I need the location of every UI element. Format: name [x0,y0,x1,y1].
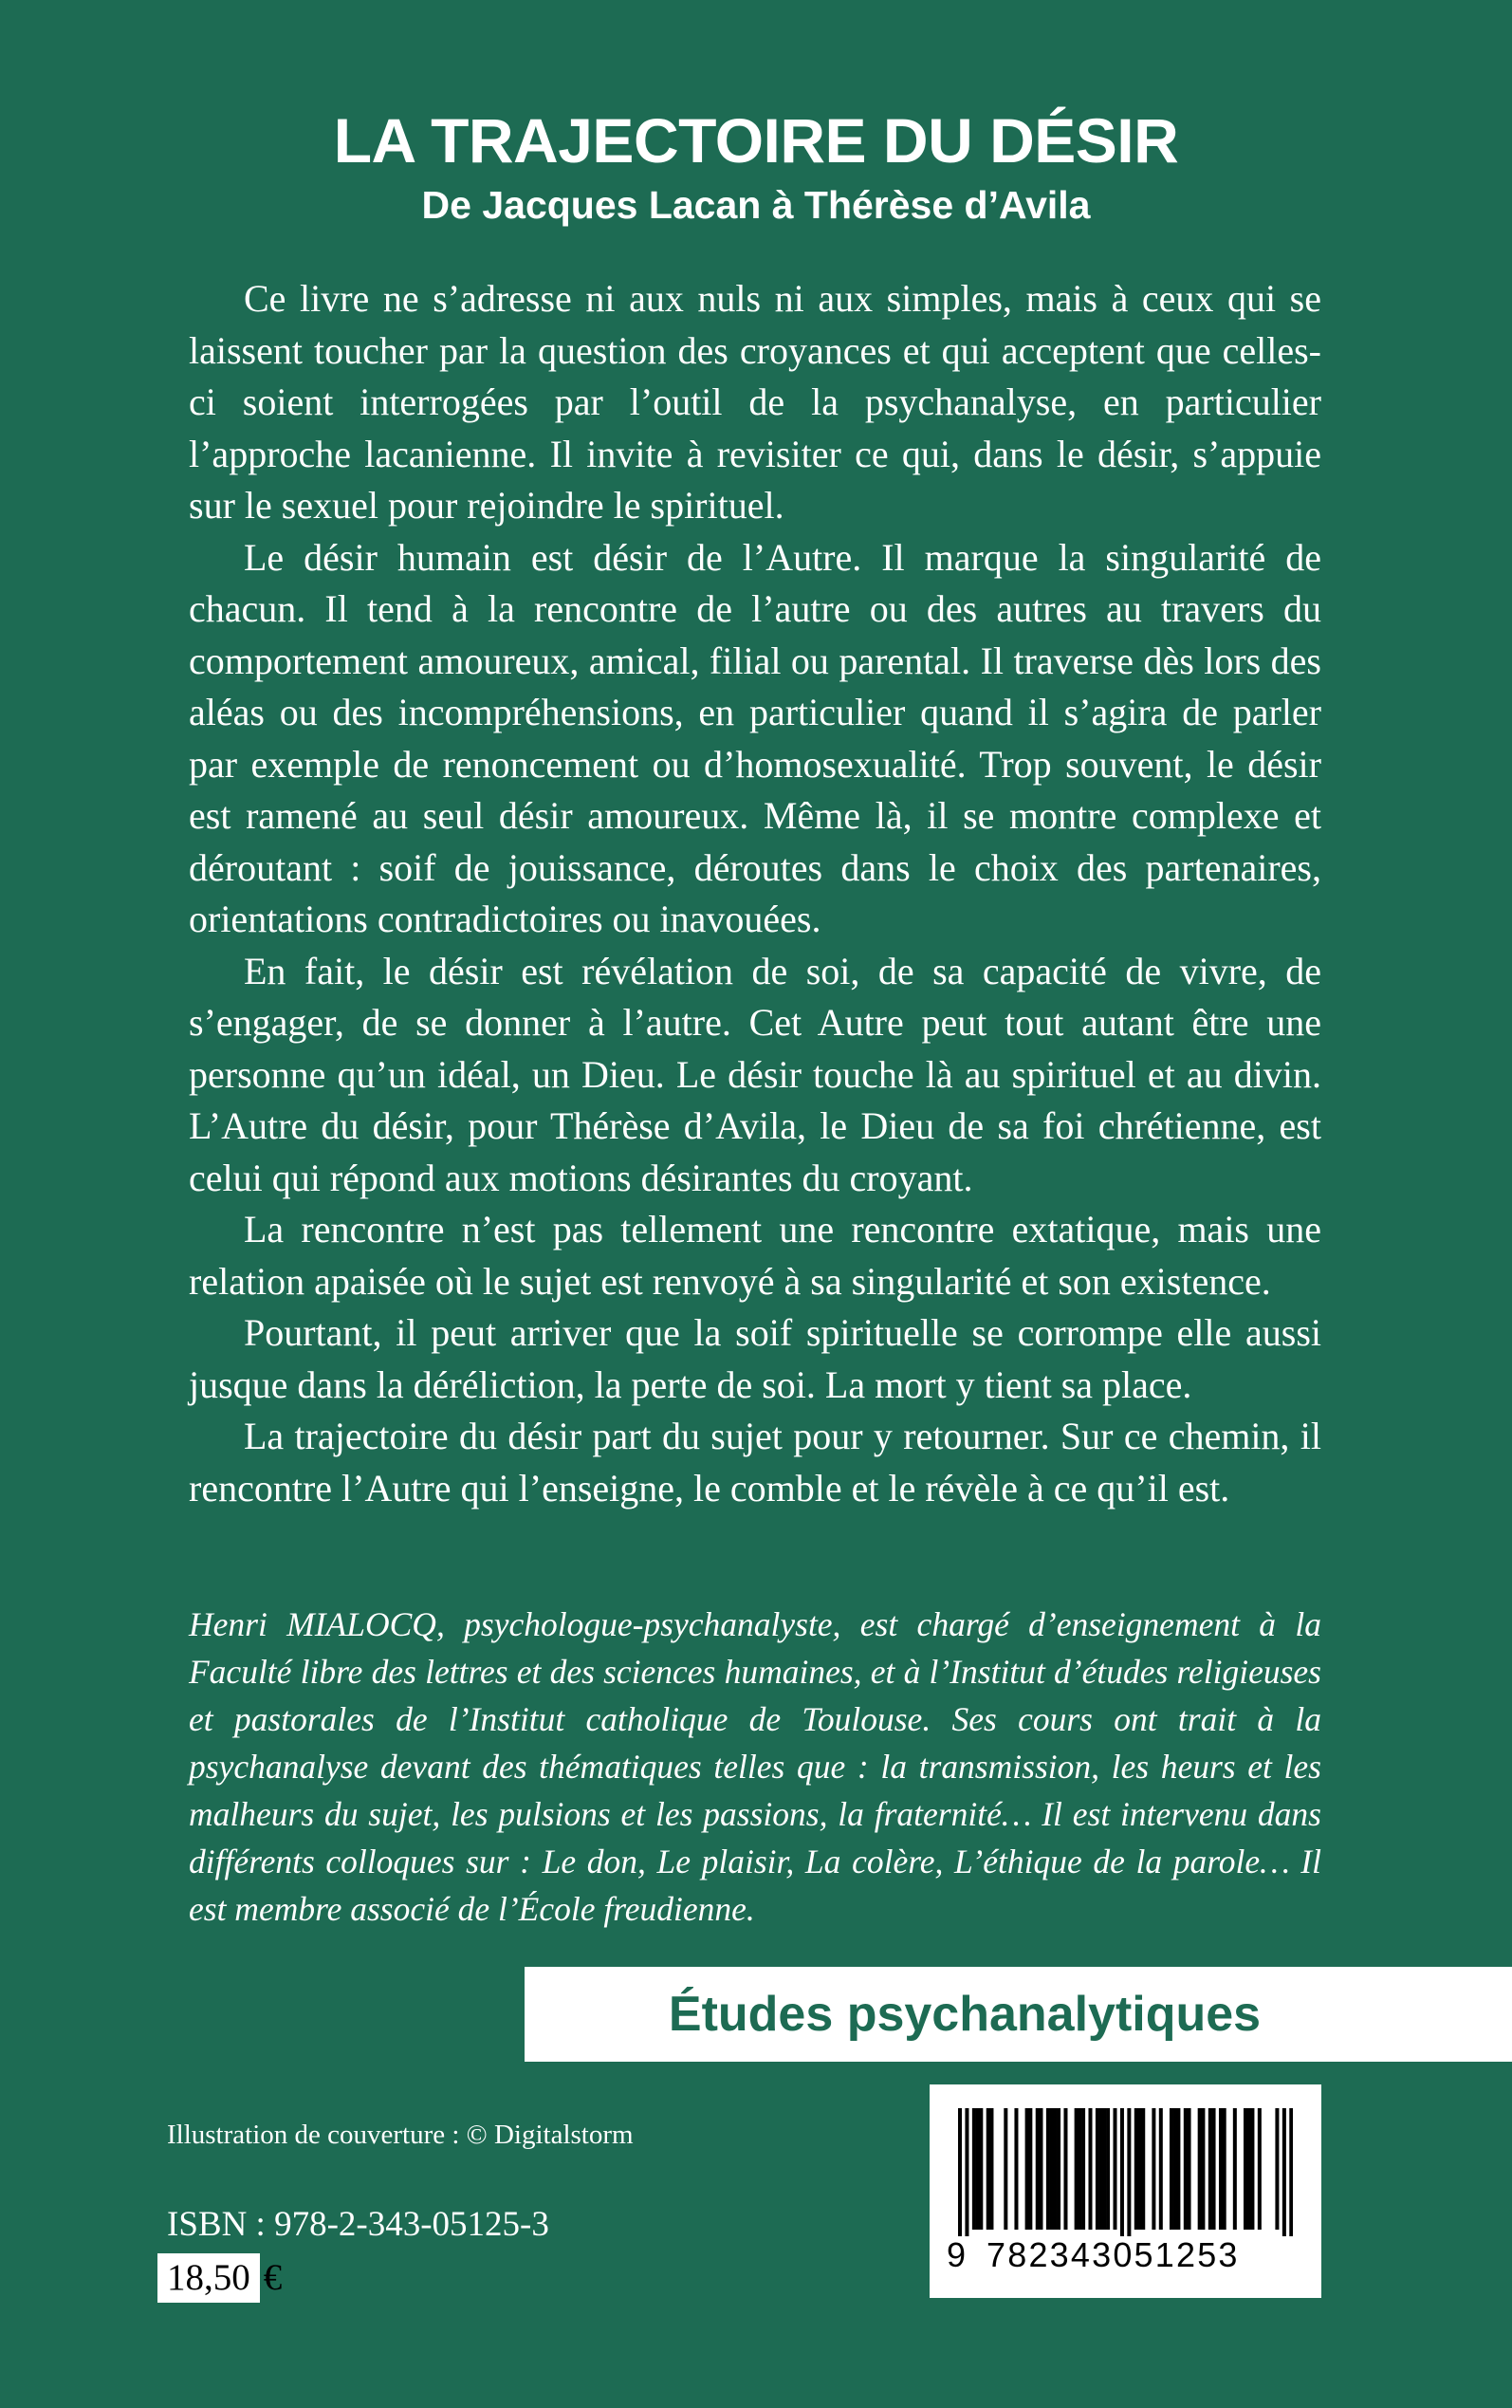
barcode-bar [1184,2108,1188,2230]
barcode-bar [1036,2108,1040,2230]
barcode-bar [1120,2108,1124,2236]
barcode-bar [1247,2108,1251,2230]
isbn-text: ISBN : 978-2-343-05125-3 [167,2205,549,2244]
blurb-paragraph: La trajectoire du désir part du sujet pour y retourner. Sur ce chemin, il rencontre l’Autre qui l’enseigne, le comble et le révèle à ce qu’il est. [189,1415,1321,1510]
barcode-bar [1050,2108,1054,2230]
barcode-bar [1141,2108,1145,2230]
barcode-bar [1004,2108,1007,2230]
barcode-bar [1025,2108,1029,2230]
book-subtitle: De Jacques Lacan à Thérèse d’Avila [421,183,1091,227]
price-amount: 18,50 [157,2253,260,2303]
barcode-bar [1250,2108,1254,2230]
barcode-bar [1138,2108,1142,2230]
barcode-bar [958,2108,962,2236]
barcode-bar [1099,2108,1103,2230]
barcode-bar [1075,2108,1079,2230]
author-bio: Henri MIALOCQ, psychologue-psychanalyste, est chargé d’enseignement à la Faculté libre des lettres et des sciences humaines, et à l’Institut d’études religieuses et pastorales de l’Institut catholique de Toulouse. Ses cours ont trait à la psychanalyse devant des thématiques telles que : la transmission, les heurs et les malheurs du sujet, les pulsions et les passions, la fraternité… Il est intervenu dans différents colloques sur : Le don, Le plaisir, La colère, L’éthique de la parole… Il est membre associé de l’École freudienne. [189,1605,1321,1928]
barcode-bar [1208,2108,1212,2230]
barcode-bar [1063,2108,1067,2230]
blurb-paragraph: Le désir humain est désir de l’Autre. Il marque la singularité de chacun. Il tend à la rencontre de l’autre ou des autres au travers du comportement amoureux, amical, filial ou parental. Il traverse dès lors des aléas ou des incompréhensions, en particulier quand il s’agira de parler par exemple de renoncement ou d’homosexualité. Trop souvent, le désir est ramené au seul désir amoureux. Même là, il se montre complexe et déroutant : soif de jouissance, déroutes dans le choix des partenaires, orientations contradictoires ou inavouées. [189,535,1321,940]
blurb-paragraph: Pourtant, il peut arriver que la soif spirituelle se corrompe elle aussi jusque dans la déréliction, la perte de soi. La mort y tient sa place. [189,1311,1321,1406]
barcode-bar [976,2108,980,2230]
barcode-bar [965,2108,968,2236]
barcode-icon [958,2108,1293,2236]
series-band [525,1967,1512,2062]
barcode-bar [1212,2108,1216,2230]
barcode-bar [1102,2108,1106,2230]
barcode-bar [1039,2108,1042,2230]
barcode-bar [1134,2108,1138,2230]
barcode-bar [1198,2108,1202,2230]
barcode-bar [1201,2108,1205,2230]
illustration-credit: Illustration de couverture : © Digitalstorm [167,2120,634,2150]
barcode-bar [1078,2108,1081,2230]
back-cover-blurb [189,273,1321,1514]
barcode-bar [1233,2108,1237,2230]
barcode-bar [1282,2108,1286,2236]
barcode-bar [1106,2108,1110,2230]
barcode-bar [1170,2108,1173,2230]
barcode-bar [1057,2108,1060,2230]
barcode-bar [1275,2108,1279,2230]
blurb-paragraph: En fait, le désir est révélation de soi, de sa capacité de vivre, de s’engager, de se donner à l’autre. Cet Autre peut tout autant être une personne qu’un idéal, un Dieu. Le désir touche là au spirituel et au divin. L’Autre du désir, pour Thérèse d’Avila, le Dieu de sa foi chrétienne, est celui qui répond aux motions désirantes du croyant. [189,949,1321,1199]
barcode-bar [1173,2108,1177,2230]
barcode-bar [1176,2108,1180,2230]
barcode-bar [1219,2108,1223,2230]
price-currency: € [263,2257,283,2298]
series-name: Études psychanalytiques [668,1987,1262,2042]
barcode-bar [979,2108,983,2230]
blurb-paragraph: Ce livre ne s’adresse ni aux nuls ni aux simples, mais à ceux qui se laissent toucher par la question des croyances et qui acceptent que celles-ci soient interrogées par l’outil de la psychanalyse, en particulier l’approche lacanienne. Il invite à revisiter ce qui, dans le désir, s’appuie sur le sexuel pour rejoindre le spirituel. [189,277,1321,527]
blurb-paragraph: La rencontre n’est pas tellement une rencontre extatique, mais une relation apaisée où le sujet est renvoyé à sa singularité et son existence. [189,1208,1321,1303]
barcode-bar [1014,2108,1018,2230]
book-title: LA TRAJECTOIRE DU DÉSIR [333,105,1179,176]
barcode-bar [1258,2108,1262,2230]
barcode-bar [1244,2108,1247,2230]
barcode-bar [1159,2108,1163,2230]
barcode-bar [1223,2108,1226,2230]
barcode-bar [1188,2108,1191,2230]
price [157,2253,282,2303]
barcode [930,2084,1321,2298]
barcode-bar [1081,2108,1085,2230]
barcode-bar [1127,2108,1131,2236]
barcode-bar [1096,2108,1099,2230]
barcode-number [947,2236,1312,2274]
barcode-bar [1053,2108,1057,2230]
barcode-bar [1289,2108,1293,2236]
barcode-bar [1028,2108,1032,2230]
barcode-digits: 782343051253 [986,2235,1240,2274]
barcode-bar [1113,2108,1116,2230]
barcode-bar [1152,2108,1155,2230]
barcode-bar [972,2108,976,2230]
barcode-bar [986,2108,990,2230]
barcode-bar [1088,2108,1092,2230]
barcode-bar [1046,2108,1050,2230]
barcode-first-digit: 9 [947,2235,967,2274]
barcode-bar [989,2108,993,2230]
